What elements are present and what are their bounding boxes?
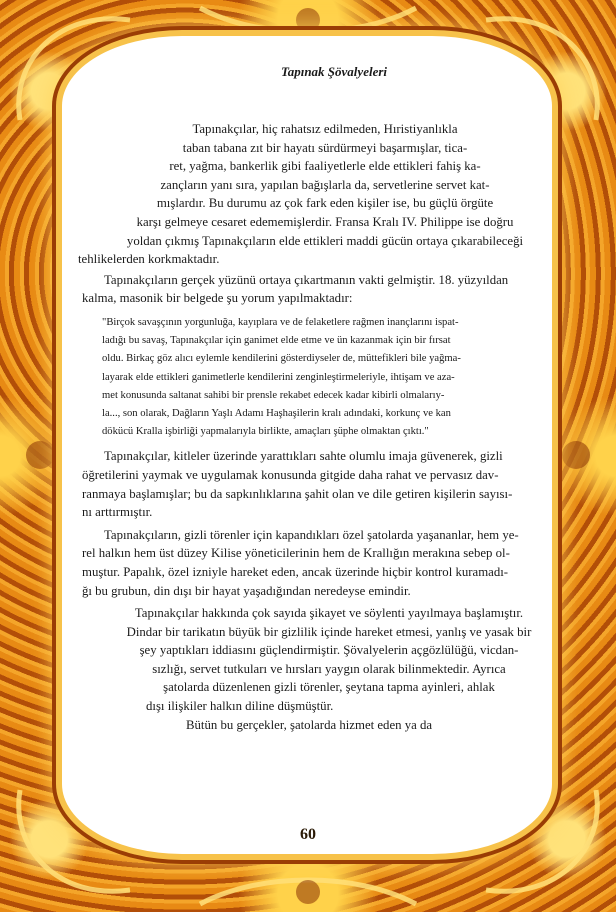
text-line: Tapınakçılar, kitleler üzerinde yarattıkları sahte olumlu imaja güvenerek, gizli (104, 449, 503, 464)
text-line: yoldan çıkmış Tapınakçıların elde ettikleri maddi gücün ortaya çıkarabileceği (126, 233, 524, 248)
page-number: 60 (300, 826, 316, 843)
paragraph-5 (82, 604, 576, 734)
text-line: öğretilerini yaymak ve uygulamak konusunda gitgide daha rahat ve pervasız dav- (82, 467, 499, 482)
text-line: tehlikelerden korkmaktadır. (78, 252, 220, 267)
text-line: rel halkın hem üst düzey Kilise yöneticilerinin hem de Krallığın merakına sebep ol- (82, 546, 510, 561)
text-line: muştur. Papalık, özel izniyle hareket eden, ancak üzerinde hiçbir kontrol kuramadı- (82, 564, 509, 579)
quote-line: dökücü Kralla işbirliği yapmalarıyla birlikte, amaçları şüphe olmaktan çıktı." (102, 426, 429, 438)
text-line: Tapınakçılar hakkında çok sayıda şikayet ve söylenti yayılmaya başlamıştır. (134, 606, 524, 621)
text-line: Tapınakçıların gerçek yüzünü ortaya çıkartmanın vakti gelmiştir. 18. yüzyıldan (104, 272, 509, 287)
text-line: dışı ilişkiler halkın diline düşmüştür. (146, 699, 334, 714)
quote-line: ladığı bu savaş, Tapınakçılar için ganimet elde etme ve ün kazanmak için bir fırsat (102, 335, 451, 347)
quote-line: layarak elde ettikleri ganimetlerle kendilerini zenginleştirmeleriyle, ihtişam ve aza- (102, 371, 455, 383)
text-line: zançların yanı sıra, yapılan bağışlarla da, servetlerine servet kat- (160, 177, 490, 192)
text-line: Tapınakçılar, hiç rahatsız edilmeden, Hıristiyanlıkla (192, 122, 458, 136)
paragraph-3 (82, 447, 576, 521)
text-line: şey yaptıkları iddiasını güçlendirmiştir. Şövalyelerin açgözlülüğü, vicdan- (139, 643, 519, 658)
paragraph-2 (82, 271, 576, 308)
quote-line: oldu. Birkaç göz alıcı eylemle kendilerini gösterdiyseler de, müttefikleri bile yağma- (102, 353, 461, 365)
text-line: nı arttırmıştır. (82, 505, 153, 520)
text-line: Bütün bu gerçekler, şatolarda hizmet eden ya da (186, 717, 433, 732)
text-line: sızlığı, servet tutkuları ve hırsları yaygın olarak bilinmektedir. Ayrıca (152, 661, 506, 676)
page-content (78, 58, 576, 734)
text-line: ğı bu grubun, din dışı bir hayat yaşadığından neredeyse emindir. (82, 583, 411, 598)
paragraph-4 (82, 526, 576, 600)
text-line: Tapınakçıların, gizli törenler için kapandıkları özel şatolarda yaşananlar, hem ye- (104, 527, 519, 542)
text-line: şatolarda düzenlenen gizli törenler, şeytana tapma ayinleri, ahlak (163, 680, 495, 695)
text-line: karşı gelmeye cesaret edememişlerdir. Fransa Kralı IV. Philippe ise doğru (136, 214, 514, 229)
text-line: ranmaya başlamışlar; bu da sapkınlıklarına şahit olan ve dile getiren kişilerin sayısı- (82, 486, 513, 501)
quote-line: la..., son olarak, Dağların Yaşlı Adamı Haşhaşilerin kralı adındaki, korkunç ve kan (102, 407, 451, 419)
text-line: Dindar bir tarikatın büyük bir gizlilik içinde hareket etmesi, yanlış ve yasak bir (126, 624, 532, 639)
text-line: kalma, masonik bir belgede şu yorum yapılmaktadır: (82, 291, 353, 306)
text-line: mışlardır. Bu durumu az çok fark eden kişiler ise, bu güçlü örgüte (156, 196, 494, 211)
text-line: ret, yağma, bankerlik gibi faaliyetlerle elde ettikleri fahiş ka- (169, 159, 481, 174)
blockquote (102, 314, 572, 441)
quote-line: met konusunda saltanat sahibi bir prensle rekabet edecek kadar kibirli olmalarıy- (102, 389, 445, 401)
text-line: taban tabana zıt bir hayatı sürdürmeyi başarmışlar, tica- (182, 140, 468, 155)
running-header: Tapınak Şövalyeleri (280, 64, 388, 79)
paragraph-1 (74, 120, 576, 269)
quote-line: "Birçok savaşçının yorgunluğa, kayıplara ve de felaketlere rağmen inançlarını ispat- (102, 316, 459, 328)
